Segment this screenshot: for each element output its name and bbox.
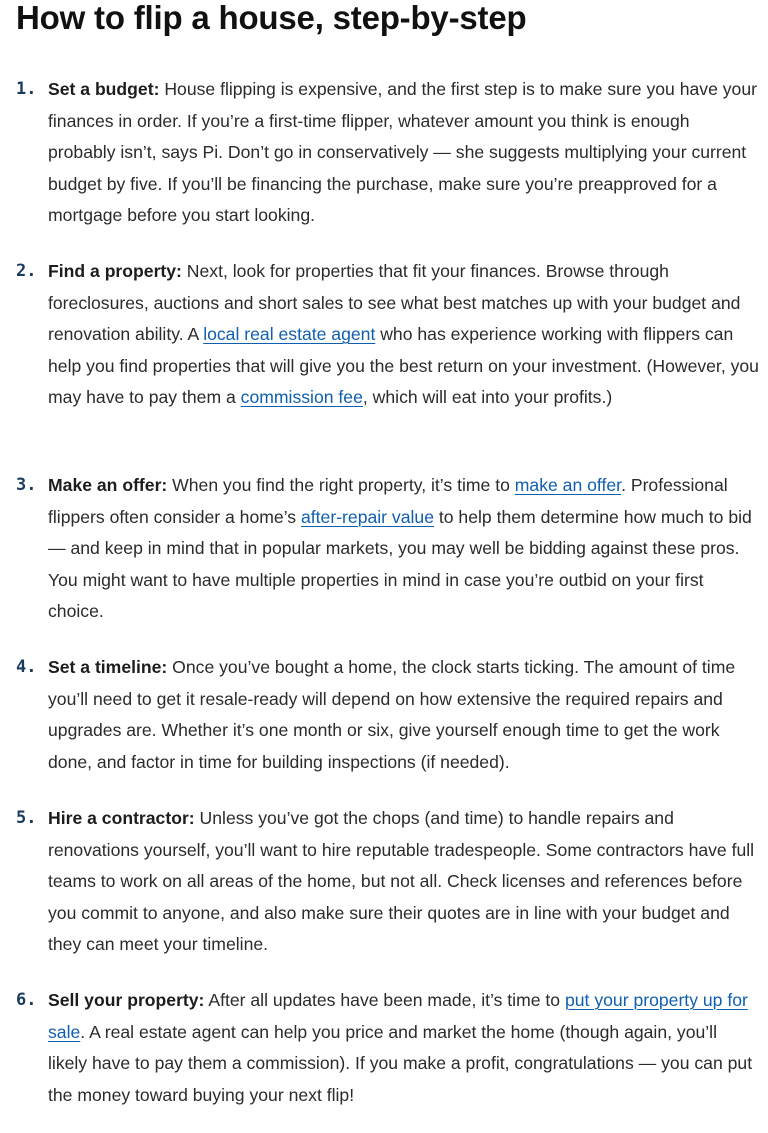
step-body: Unless you’ve got the chops (and time) to handle repairs and renovations yourself, you’ll want to hire reputable tradespeople. Some contractors have full teams to work on all areas of the home, but not all. Check licenses and references before you commit to anyone, and also make sure their quotes are in line with your budget and they can meet your timeline. — [48, 808, 755, 954]
put-your-property-up-for-sale-link[interactable]: put your property up for sale — [48, 990, 748, 1042]
step-text — [48, 74, 760, 232]
step-body: After all updates have been made, it’s time to — [204, 990, 565, 1010]
step-number: 2. — [16, 261, 37, 281]
make-an-offer-link[interactable]: make an offer — [514, 475, 622, 495]
after-repair-value-link[interactable]: after-repair value — [300, 506, 434, 527]
step-body: who has experience working with flippers can help you find properties that will give you the best return on your investment. (However, you may have to pay them a — [48, 324, 759, 407]
step-heading: Hire a contractor: — [48, 808, 195, 828]
step-heading: Set a timeline: — [48, 657, 168, 677]
step-body: to help them determine how much to bid — and keep in mind that in popular markets, you may well be bidding against these pros. You might want to have multiple properties in mind in case you’re outbid on your first choice. — [48, 506, 752, 621]
step-heading: Find a property: — [48, 261, 182, 281]
step-number: 4. — [16, 657, 37, 677]
step-body: When you find the right property, it’s time to — [167, 475, 515, 495]
step-number: 5. — [16, 808, 37, 828]
step-text — [48, 652, 760, 778]
page-title: How to flip a house, step-by-step — [16, 0, 527, 36]
step-text — [48, 803, 760, 961]
local-real-estate-agent-link[interactable]: local real estate agent — [203, 324, 376, 344]
step-heading: Sell your property: — [48, 990, 205, 1010]
step-text — [48, 985, 760, 1111]
step-text — [48, 470, 760, 628]
step-body: , which will eat into your profits.) — [362, 387, 613, 407]
step-heading: Make an offer: — [48, 475, 168, 495]
step-text — [48, 256, 760, 414]
step-number: 1. — [16, 79, 37, 99]
step-body: Next, look for properties that fit your finances. Browse through foreclosures, auctions and short sales to see what best matches up with your budget and renovation ability. A — [48, 261, 741, 344]
commission-fee-link[interactable]: commission fee — [240, 387, 363, 407]
step-body: . Professional flippers often consider a home’s — [48, 475, 728, 527]
step-number: 6. — [16, 990, 37, 1010]
step-heading: Set a budget: — [48, 79, 160, 99]
step-body: House flipping is expensive, and the first step is to make sure you have your finances in order. If you’re a first-time flipper, whatever amount you think is enough probably isn’t, says Pi. Don’t go in conservatively — she suggests multiplying your current budget by five. If you’ll be financing the purchase, make sure you’re preapproved for a mortgage before you start looking. — [48, 79, 757, 225]
step-body: Once you’ve bought a home, the clock starts ticking. The amount of time you’ll need to get it resale-ready will depend on how extensive the required repairs and upgrades are. Whether it’s one month or six, give yourself enough time to get the work done, and factor in time for building inspections (if needed). — [48, 657, 736, 772]
step-body: . A real estate agent can help you price and market the home (though again, you’ll likely have to pay them a commission). If you make a profit, congratulations — you can put the money toward buying your next flip! — [48, 1021, 753, 1105]
step-number: 3. — [16, 475, 37, 495]
